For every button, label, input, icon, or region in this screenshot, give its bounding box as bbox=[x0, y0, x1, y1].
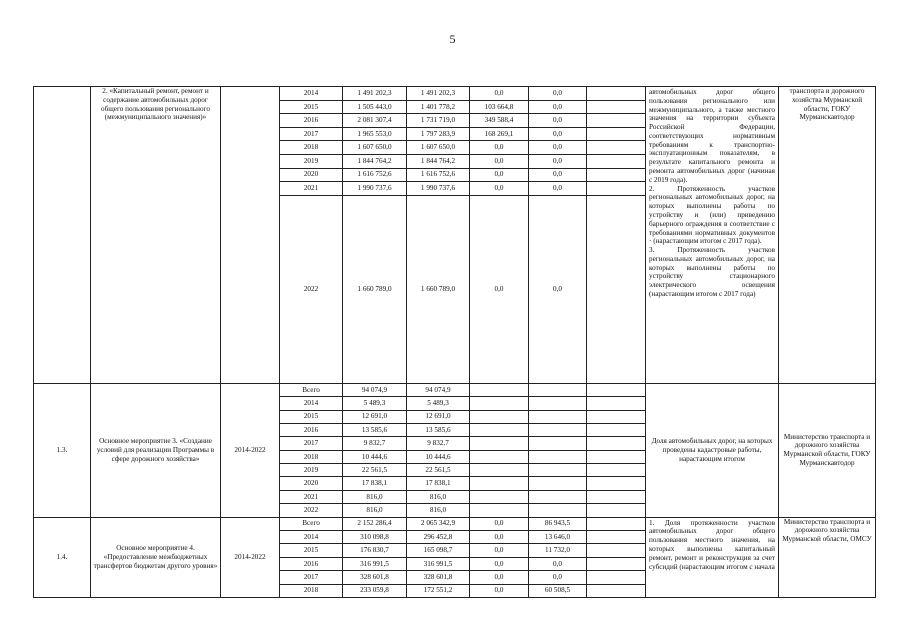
indicator-text: 1. Доля протяженности участков автомобильных дорог общего пользования местного значения, на которых выполнены капитальный ремонт, ремонт и реконструкция за счет субсидий (нарастающим итогом с начала bbox=[646, 517, 779, 597]
regional-cell: 12 691,0 bbox=[407, 410, 470, 423]
total-cell: 2 081 307,4 bbox=[343, 114, 407, 128]
row-number: 1.3. bbox=[34, 383, 91, 517]
total-cell: 176 830,7 bbox=[343, 544, 407, 557]
federal-cell: 0,0 bbox=[470, 87, 529, 101]
year-cell: Всего bbox=[280, 383, 343, 396]
year-cell: 2019 bbox=[280, 154, 343, 168]
municipal-cell: 0,0 bbox=[529, 571, 587, 584]
other-cell bbox=[587, 504, 646, 517]
other-cell bbox=[587, 464, 646, 477]
municipal-cell bbox=[529, 464, 587, 477]
total-cell: 316 991,5 bbox=[343, 557, 407, 570]
municipal-cell: 0,0 bbox=[529, 114, 587, 128]
other-cell bbox=[587, 127, 646, 141]
municipal-cell: 0,0 bbox=[529, 127, 587, 141]
activity-name: Основное мероприятие 3. «Создание условий для реализации Программы в сфере дорожного хозяйства» bbox=[91, 383, 221, 517]
municipal-cell: 0,0 bbox=[529, 557, 587, 570]
municipal-cell bbox=[529, 397, 587, 410]
federal-cell: 0,0 bbox=[470, 571, 529, 584]
other-cell bbox=[587, 397, 646, 410]
indicator-text: автомобильных дорог общего пользования регионального или межмуниципального, а также местного значения на территории субъекта Российской Федерации, соответствующих нормативным требованиям к транспортно-эксплуатационным показателям, в результате капитального ремонта и ремонта автомобильных дорог (начиная с 2019 года). 2. Протяженность участков региональных автомобильных дорог, на которых выполнены работы по устройству и (или) приведению барьерного ограждения в соответствие с требованиями нормативных документов · (нарастающим итогом с 2017 года). 3. Протяженность участков региональных автомобильных дорог, на которых выполнены работы по устройству стационарного электрического освещения (нарастающим итогом с 2017 года) bbox=[646, 87, 779, 384]
municipal-cell bbox=[529, 450, 587, 463]
regional-cell: 5 489,3 bbox=[407, 397, 470, 410]
executor-text: транспорта и дорожного хозяйства Мурманской области, ГОКУ Мурманскавтодор bbox=[779, 87, 876, 384]
regional-cell: 1 731 719,0 bbox=[407, 114, 470, 128]
municipal-cell: 0,0 bbox=[529, 168, 587, 182]
executor-text: Министерство транспорта и дорожного хозяйства Мурманской области, ОМСУ bbox=[779, 517, 876, 597]
total-cell: 816,0 bbox=[343, 504, 407, 517]
year-cell: 2018 bbox=[280, 584, 343, 597]
federal-cell: 0,0 bbox=[470, 168, 529, 182]
total-cell: 22 561,5 bbox=[343, 464, 407, 477]
regional-cell: 1 797 283,9 bbox=[407, 127, 470, 141]
activity-name: Основное мероприятие 4. «Предоставление межбюджетных трансфертов бюджетам другого уровня» bbox=[91, 517, 221, 597]
total-cell: 94 074,9 bbox=[343, 383, 407, 396]
federal-cell: 0,0 bbox=[470, 557, 529, 570]
other-cell bbox=[587, 141, 646, 155]
other-cell bbox=[587, 195, 646, 383]
other-cell bbox=[587, 517, 646, 530]
other-cell bbox=[587, 571, 646, 584]
other-cell bbox=[587, 544, 646, 557]
federal-cell bbox=[470, 410, 529, 423]
municipal-cell: 13 646,0 bbox=[529, 531, 587, 544]
other-cell bbox=[587, 531, 646, 544]
total-cell: 1 491 202,3 bbox=[343, 87, 407, 101]
municipal-cell: 11 732,0 bbox=[529, 544, 587, 557]
regional-cell: 17 838,1 bbox=[407, 477, 470, 490]
year-cell: 2022 bbox=[280, 504, 343, 517]
municipal-cell bbox=[529, 423, 587, 436]
regional-cell: 816,0 bbox=[407, 490, 470, 503]
row-number: 1.4. bbox=[34, 517, 91, 597]
federal-cell bbox=[470, 423, 529, 436]
table-row bbox=[34, 383, 876, 396]
year-cell: 2018 bbox=[280, 450, 343, 463]
regional-cell: 328 601,8 bbox=[407, 571, 470, 584]
municipal-cell: 60 508,5 bbox=[529, 584, 587, 597]
period: 2014-2022 bbox=[221, 517, 280, 597]
total-cell: 12 691,0 bbox=[343, 410, 407, 423]
other-cell bbox=[587, 584, 646, 597]
year-cell: 2016 bbox=[280, 557, 343, 570]
total-cell: 328 601,8 bbox=[343, 571, 407, 584]
other-cell bbox=[587, 154, 646, 168]
regional-cell: 10 444,6 bbox=[407, 450, 470, 463]
federal-cell bbox=[470, 504, 529, 517]
regional-cell: 1 401 778,2 bbox=[407, 100, 470, 114]
federal-cell bbox=[470, 450, 529, 463]
regional-cell: 172 551,2 bbox=[407, 584, 470, 597]
other-cell bbox=[587, 437, 646, 450]
municipal-cell bbox=[529, 437, 587, 450]
other-cell bbox=[587, 490, 646, 503]
total-cell: 13 585,6 bbox=[343, 423, 407, 436]
federal-cell: 103 664,8 bbox=[470, 100, 529, 114]
year-cell: 2017 bbox=[280, 127, 343, 141]
regional-cell: 13 585,6 bbox=[407, 423, 470, 436]
regional-cell: 1 491 202,3 bbox=[407, 87, 470, 101]
other-cell bbox=[587, 87, 646, 101]
regional-cell: 1 990 737,6 bbox=[407, 182, 470, 196]
year-cell: 2020 bbox=[280, 477, 343, 490]
federal-cell: 0,0 bbox=[470, 531, 529, 544]
program-table bbox=[33, 86, 876, 598]
municipal-cell bbox=[529, 410, 587, 423]
other-cell bbox=[587, 182, 646, 196]
table-row bbox=[34, 517, 876, 530]
federal-cell: 0,0 bbox=[470, 182, 529, 196]
other-cell bbox=[587, 423, 646, 436]
federal-cell bbox=[470, 477, 529, 490]
other-cell bbox=[587, 100, 646, 114]
other-cell bbox=[587, 477, 646, 490]
period bbox=[221, 87, 280, 384]
municipal-cell: 0,0 bbox=[529, 182, 587, 196]
regional-cell: 316 991,5 bbox=[407, 557, 470, 570]
activity-name: 2. «Капитальный ремонт, ремонт и содержание автомобильных дорог общего пользования регионального (межмуниципального значения)» bbox=[91, 87, 221, 384]
executor-text: Министерство транспорта и дорожного хозяйства Мурманской области, ГОКУ Мурманскавтодор bbox=[779, 383, 876, 517]
regional-cell: 816,0 bbox=[407, 504, 470, 517]
year-cell: 2022 bbox=[280, 195, 343, 383]
other-cell bbox=[587, 168, 646, 182]
regional-cell: 9 832,7 bbox=[407, 437, 470, 450]
total-cell: 1 965 553,0 bbox=[343, 127, 407, 141]
other-cell bbox=[587, 450, 646, 463]
municipal-cell: 86 943,5 bbox=[529, 517, 587, 530]
year-cell: 2015 bbox=[280, 544, 343, 557]
federal-cell: 0,0 bbox=[470, 154, 529, 168]
total-cell: 1 505 443,0 bbox=[343, 100, 407, 114]
regional-cell: 94 074,9 bbox=[407, 383, 470, 396]
municipal-cell bbox=[529, 383, 587, 396]
regional-cell: 165 098,7 bbox=[407, 544, 470, 557]
regional-cell: 1 844 764,2 bbox=[407, 154, 470, 168]
total-cell: 1 844 764,2 bbox=[343, 154, 407, 168]
total-cell: 1 616 752,6 bbox=[343, 168, 407, 182]
total-cell: 9 832,7 bbox=[343, 437, 407, 450]
year-cell: 2016 bbox=[280, 423, 343, 436]
page-number: 5 bbox=[449, 32, 456, 46]
year-cell: 2020 bbox=[280, 168, 343, 182]
municipal-cell: 0,0 bbox=[529, 141, 587, 155]
total-cell: 17 838,1 bbox=[343, 477, 407, 490]
year-cell: 2021 bbox=[280, 490, 343, 503]
period: 2014-2022 bbox=[221, 383, 280, 517]
regional-cell: 2 065 342,9 bbox=[407, 517, 470, 530]
other-cell bbox=[587, 114, 646, 128]
year-cell: 2014 bbox=[280, 87, 343, 101]
federal-cell: 168 269,1 bbox=[470, 127, 529, 141]
total-cell: 1 660 789,0 bbox=[343, 195, 407, 383]
regional-cell: 1 616 752,6 bbox=[407, 168, 470, 182]
federal-cell: 0,0 bbox=[470, 141, 529, 155]
federal-cell: 0,0 bbox=[470, 195, 529, 383]
municipal-cell: 0,0 bbox=[529, 87, 587, 101]
row-number bbox=[34, 87, 91, 384]
municipal-cell: 0,0 bbox=[529, 154, 587, 168]
year-cell: 2016 bbox=[280, 114, 343, 128]
year-cell: 2019 bbox=[280, 464, 343, 477]
indicator-text: Доля автомобильных дорог, на которых проведены кадастровые работы, нарастающим итогом bbox=[646, 383, 779, 517]
year-cell: 2018 bbox=[280, 141, 343, 155]
year-cell: 2015 bbox=[280, 410, 343, 423]
federal-cell: 0,0 bbox=[470, 517, 529, 530]
other-cell bbox=[587, 410, 646, 423]
municipal-cell bbox=[529, 477, 587, 490]
year-cell: 2017 bbox=[280, 571, 343, 584]
year-cell: 2015 bbox=[280, 100, 343, 114]
federal-cell bbox=[470, 397, 529, 410]
total-cell: 233 059,8 bbox=[343, 584, 407, 597]
regional-cell: 296 452,8 bbox=[407, 531, 470, 544]
federal-cell bbox=[470, 464, 529, 477]
total-cell: 816,0 bbox=[343, 490, 407, 503]
total-cell: 5 489,3 bbox=[343, 397, 407, 410]
year-cell: 2014 bbox=[280, 397, 343, 410]
total-cell: 2 152 286,4 bbox=[343, 517, 407, 530]
other-cell bbox=[587, 383, 646, 396]
year-cell: Всего bbox=[280, 517, 343, 530]
year-cell: 2017 bbox=[280, 437, 343, 450]
federal-cell bbox=[470, 437, 529, 450]
total-cell: 1 990 737,6 bbox=[343, 182, 407, 196]
other-cell bbox=[587, 557, 646, 570]
year-cell: 2021 bbox=[280, 182, 343, 196]
federal-cell: 0,0 bbox=[470, 584, 529, 597]
table-row bbox=[34, 87, 876, 101]
total-cell: 1 607 650,0 bbox=[343, 141, 407, 155]
municipal-cell: 0,0 bbox=[529, 195, 587, 383]
federal-cell: 349 588,4 bbox=[470, 114, 529, 128]
regional-cell: 1 607 650,0 bbox=[407, 141, 470, 155]
year-cell: 2014 bbox=[280, 531, 343, 544]
municipal-cell bbox=[529, 490, 587, 503]
federal-cell bbox=[470, 383, 529, 396]
federal-cell bbox=[470, 490, 529, 503]
regional-cell: 1 660 789,0 bbox=[407, 195, 470, 383]
total-cell: 310 098,8 bbox=[343, 531, 407, 544]
municipal-cell bbox=[529, 504, 587, 517]
regional-cell: 22 561,5 bbox=[407, 464, 470, 477]
federal-cell: 0,0 bbox=[470, 544, 529, 557]
total-cell: 10 444,6 bbox=[343, 450, 407, 463]
municipal-cell: 0,0 bbox=[529, 100, 587, 114]
